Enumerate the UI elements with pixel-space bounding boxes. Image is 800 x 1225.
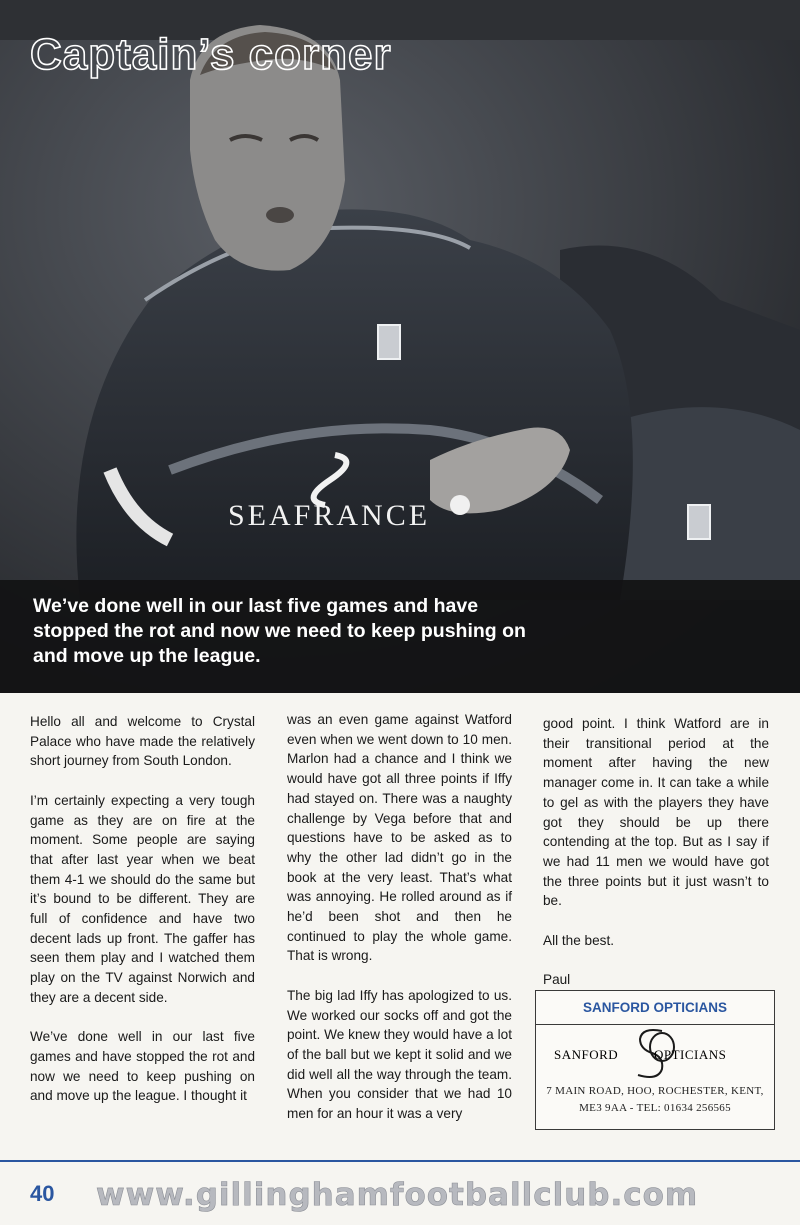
article-column-1 (30, 712, 255, 1126)
advert-heading: SANFORD OPTICIANS (536, 991, 774, 1025)
article-column-3 (543, 714, 769, 1010)
advert-address (536, 1083, 774, 1117)
pull-quote-text: We’ve done well in our last five games and have stopped the rot and now we need to keep pushing on and move up the league. (33, 595, 526, 667)
address-line: ME3 9AA - TEL: 01634 256565 (579, 1102, 731, 1114)
article-paragraph: was an even game against Watford even when we went down to 10 men. Marlon had a chance and I think we would have got all three points if Iffy had stayed on. There was a naughty challenge by Vega before that and questions have to be asked as to why the other lad didn’t go in the book at the very least. That’s what was annoying. He rolled around as if he’d been shot and then he continued to play the whole game. That is wrong. (287, 712, 512, 964)
logo-word-sanford: SANFORD (554, 1047, 619, 1062)
article-paragraph: We’ve done well in our last five games and have stopped the rot and now we need to keep pushing on and move up the league. I thought it (30, 1029, 255, 1104)
page-title: Captain’s corner (30, 30, 392, 79)
logo-word-opticians: OPTICIANS (654, 1047, 727, 1062)
author-name: Paul (543, 972, 571, 988)
advert-logo (536, 1025, 774, 1083)
article-paragraph: good point. I think Watford are in their transitional period at the moment after having the new manager come in. It can take a while to gel as with the players they have got they should be up there contending at the top. But as I say if we had 11 men we would have got the three points but it just wasn’t to be. (543, 716, 769, 909)
sign-off: All the best. (543, 932, 615, 948)
footer-divider (0, 1160, 800, 1162)
page-number: 40 (30, 1181, 55, 1206)
address-line: 7 MAIN ROAD, HOO, ROCHESTER, KENT, (546, 1085, 764, 1097)
article-paragraph: I’m certainly expecting a very tough game as they are on fire at the moment. Some people are saying that after last year when we beat them 4-1 we should do the same but it’s bound to be different. They are full of confidence and have two decent lads up front. The gaffer has seen them play and I watched them play on the TV against Norwich and they are a decent side. (30, 792, 255, 1005)
website-url: www.gillinghamfootballclub.com (96, 1177, 699, 1213)
sanford-opticians-advert (535, 990, 775, 1130)
article-paragraph: The big lad Iffy has apologized to us. We worked our socks off and got the point. We knew they would have a lot of the ball but we kept it solid and we did well all the way through the team. When you consider that we had 10 men for an hour it was a very (287, 987, 512, 1122)
article-column-2 (287, 710, 512, 1143)
shirt-sponsor-text: SEAFRANCE (228, 499, 431, 532)
pull-quote-band (0, 580, 800, 693)
article-paragraph: Hello all and welcome to Crystal Palace who have made the relatively short journey from South London. (30, 714, 255, 769)
